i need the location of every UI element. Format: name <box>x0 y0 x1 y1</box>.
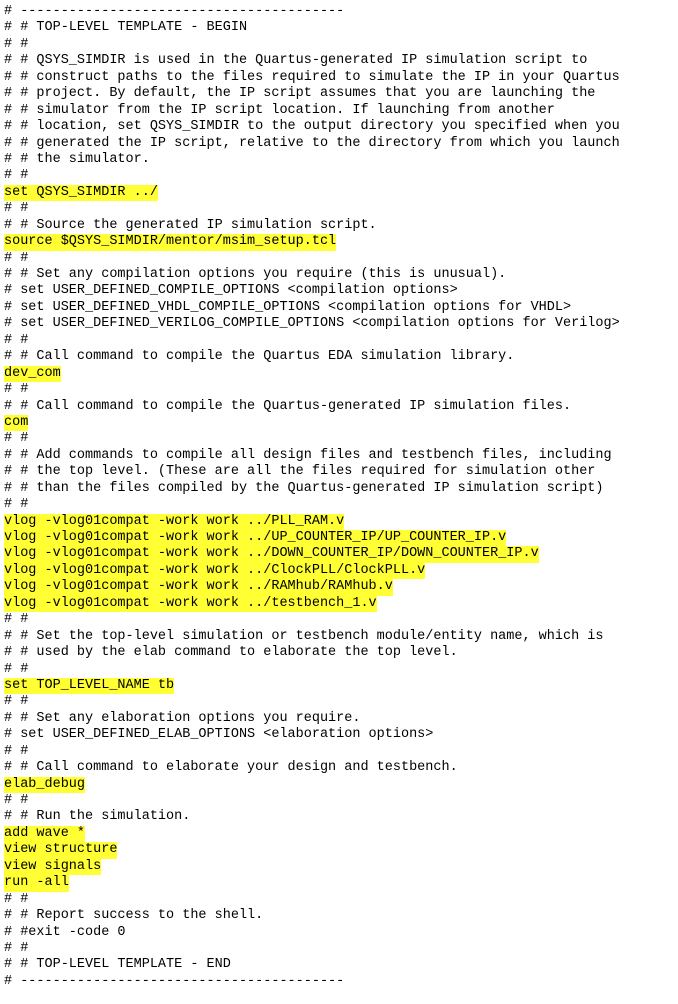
code-line <box>4 382 678 398</box>
code-line-text: vlog -vlog01compat -work work ../PLL_RAM.v <box>4 513 345 529</box>
highlighted-code-line <box>4 579 678 595</box>
code-line <box>4 497 678 513</box>
code-line-text: vlog -vlog01compat -work work ../DOWN_COUNTER_IP/DOWN_COUNTER_IP.v <box>4 546 539 562</box>
highlighted-code-line <box>4 546 678 562</box>
code-line-text: # # <box>4 36 29 52</box>
code-line <box>4 251 678 267</box>
code-line <box>4 941 678 957</box>
code-line <box>4 136 678 152</box>
highlighted-code-line <box>4 777 678 793</box>
code-line-text: # # the top level. (These are all the files required for simulation other <box>4 464 596 480</box>
code-line <box>4 333 678 349</box>
code-line <box>4 283 678 299</box>
code-line-text: vlog -vlog01compat -work work ../UP_COUNTER_IP/UP_COUNTER_IP.v <box>4 530 507 545</box>
code-line <box>4 316 678 332</box>
code-line <box>4 168 678 184</box>
code-line <box>4 464 678 480</box>
code-line-text: # ---------------------------------------- <box>4 4 345 19</box>
code-line-text: add wave * <box>4 825 86 841</box>
highlighted-code-line <box>4 678 678 694</box>
code-line-text: # # Set any compilation options you require (this is unusual). <box>4 267 507 282</box>
code-line <box>4 744 678 760</box>
code-line-text: view structure <box>4 842 118 858</box>
code-line-text: # # Call command to compile the Quartus-generated IP simulation files. <box>4 398 572 414</box>
code-line <box>4 892 678 908</box>
highlighted-code-line <box>4 530 678 546</box>
code-line <box>4 103 678 119</box>
code-line-text: # # <box>4 201 29 217</box>
code-line-text: # set USER_DEFINED_VHDL_COMPILE_OPTIONS <compilation options for VHDL> <box>4 299 572 315</box>
highlighted-code-line <box>4 859 678 875</box>
code-line-text: # # QSYS_SIMDIR is used in the Quartus-generated IP simulation script to <box>4 53 588 69</box>
code-line-text: # # than the files compiled by the Quartus-generated IP simulation script) <box>4 480 604 496</box>
code-line-text: # # <box>4 793 29 808</box>
code-line-text: # # location, set QSYS_SIMDIR to the output directory you specified when you <box>4 119 620 135</box>
code-line-text: # # <box>4 743 29 759</box>
code-line <box>4 300 678 316</box>
highlighted-code-line <box>4 234 678 250</box>
highlighted-code-line <box>4 366 678 382</box>
code-line-text: # # Set the top-level simulation or testbench module/entity name, which is <box>4 628 604 644</box>
code-line-text: # # simulator from the IP script location. If launching from another <box>4 102 555 118</box>
code-line <box>4 925 678 941</box>
code-line <box>4 760 678 776</box>
code-line-text: # # Report success to the shell. <box>4 908 264 924</box>
code-line <box>4 629 678 645</box>
code-line-text: # # TOP-LEVEL TEMPLATE - BEGIN <box>4 20 248 36</box>
code-line-text: # # Add commands to compile all design files and testbench files, including <box>4 447 612 463</box>
code-line <box>4 399 678 415</box>
code-line-text: view signals <box>4 858 102 874</box>
highlighted-code-line <box>4 826 678 842</box>
code-line-text: run -all <box>4 875 69 891</box>
code-line-text: vlog -vlog01compat -work work ../ClockPLL/ClockPLL.v <box>4 562 426 578</box>
code-line-text: dev_com <box>4 365 61 381</box>
code-line <box>4 349 678 365</box>
code-line <box>4 86 678 102</box>
code-line <box>4 218 678 234</box>
code-line-text: # # <box>4 694 29 710</box>
code-line <box>4 201 678 217</box>
code-line-text: # # <box>4 940 29 956</box>
highlighted-code-line <box>4 842 678 858</box>
code-line <box>4 267 678 283</box>
code-line-text: # # <box>4 250 29 266</box>
code-line-text: # # Call command to compile the Quartus EDA simulation library. <box>4 349 515 365</box>
code-line-text: # # Set any elaboration options you require. <box>4 710 361 726</box>
code-line <box>4 727 678 743</box>
code-line <box>4 119 678 135</box>
code-line-text: # set USER_DEFINED_COMPILE_OPTIONS <compilation options> <box>4 283 458 299</box>
code-line-text: # # used by the elab command to elaborate the top level. <box>4 645 458 661</box>
highlighted-code-line <box>4 596 678 612</box>
code-line <box>4 645 678 661</box>
code-line-text: # # <box>4 382 29 398</box>
code-line <box>4 4 678 20</box>
code-line <box>4 957 678 973</box>
code-line-text: # # <box>4 431 29 447</box>
code-line <box>4 431 678 447</box>
code-line <box>4 37 678 53</box>
code-line <box>4 809 678 825</box>
code-line <box>4 974 678 990</box>
code-line <box>4 448 678 464</box>
code-line-text: # set USER_DEFINED_ELAB_OPTIONS <elaboration options> <box>4 727 434 743</box>
code-line <box>4 70 678 86</box>
code-line <box>4 20 678 36</box>
code-line-text: # # Source the generated IP simulation script. <box>4 217 377 233</box>
highlighted-code-line <box>4 563 678 579</box>
code-line <box>4 908 678 924</box>
code-line-text: # #exit -code 0 <box>4 924 126 940</box>
code-line-text: # ---------------------------------------- <box>4 973 345 989</box>
code-line-text: # # <box>4 497 29 513</box>
code-line-text: # # the simulator. <box>4 151 150 167</box>
highlighted-code-line <box>4 415 678 431</box>
code-line-text: # # Run the simulation. <box>4 809 191 825</box>
code-line-text: set QSYS_SIMDIR ../ <box>4 184 158 200</box>
code-line <box>4 152 678 168</box>
code-line <box>4 662 678 678</box>
code-line-text: # # project. By default, the IP script assumes that you are launching the <box>4 86 596 102</box>
code-line <box>4 481 678 497</box>
code-line-text: set TOP_LEVEL_NAME tb <box>4 677 175 693</box>
code-line-text: com <box>4 414 29 430</box>
code-line-text: # # <box>4 612 29 628</box>
code-line-text: vlog -vlog01compat -work work ../testbench_1.v <box>4 595 377 611</box>
highlighted-code-line <box>4 875 678 891</box>
code-line-text: source $QSYS_SIMDIR/mentor/msim_setup.tcl <box>4 234 337 250</box>
code-line-text: # # <box>4 891 29 907</box>
code-line <box>4 711 678 727</box>
code-line <box>4 612 678 628</box>
highlighted-code-line <box>4 514 678 530</box>
code-line-text: # set USER_DEFINED_VERILOG_COMPILE_OPTIONS <compilation options for Verilog> <box>4 316 620 332</box>
code-line-text: # # TOP-LEVEL TEMPLATE - END <box>4 957 231 973</box>
code-line-text: # # <box>4 661 29 677</box>
code-line-text: # # <box>4 168 29 184</box>
highlighted-code-line <box>4 185 678 201</box>
code-line <box>4 793 678 809</box>
code-line-text: # # <box>4 332 29 348</box>
code-line-text: # # Call command to elaborate your design and testbench. <box>4 760 458 776</box>
code-line <box>4 694 678 710</box>
code-line-text: # # generated the IP script, relative to the directory from which you launch <box>4 135 620 151</box>
code-line-text: # # construct paths to the files required to simulate the IP in your Quartus <box>4 69 620 85</box>
code-line <box>4 53 678 69</box>
code-line-text: vlog -vlog01compat -work work ../RAMhub/RAMhub.v <box>4 579 393 595</box>
code-line-text: elab_debug <box>4 776 86 792</box>
